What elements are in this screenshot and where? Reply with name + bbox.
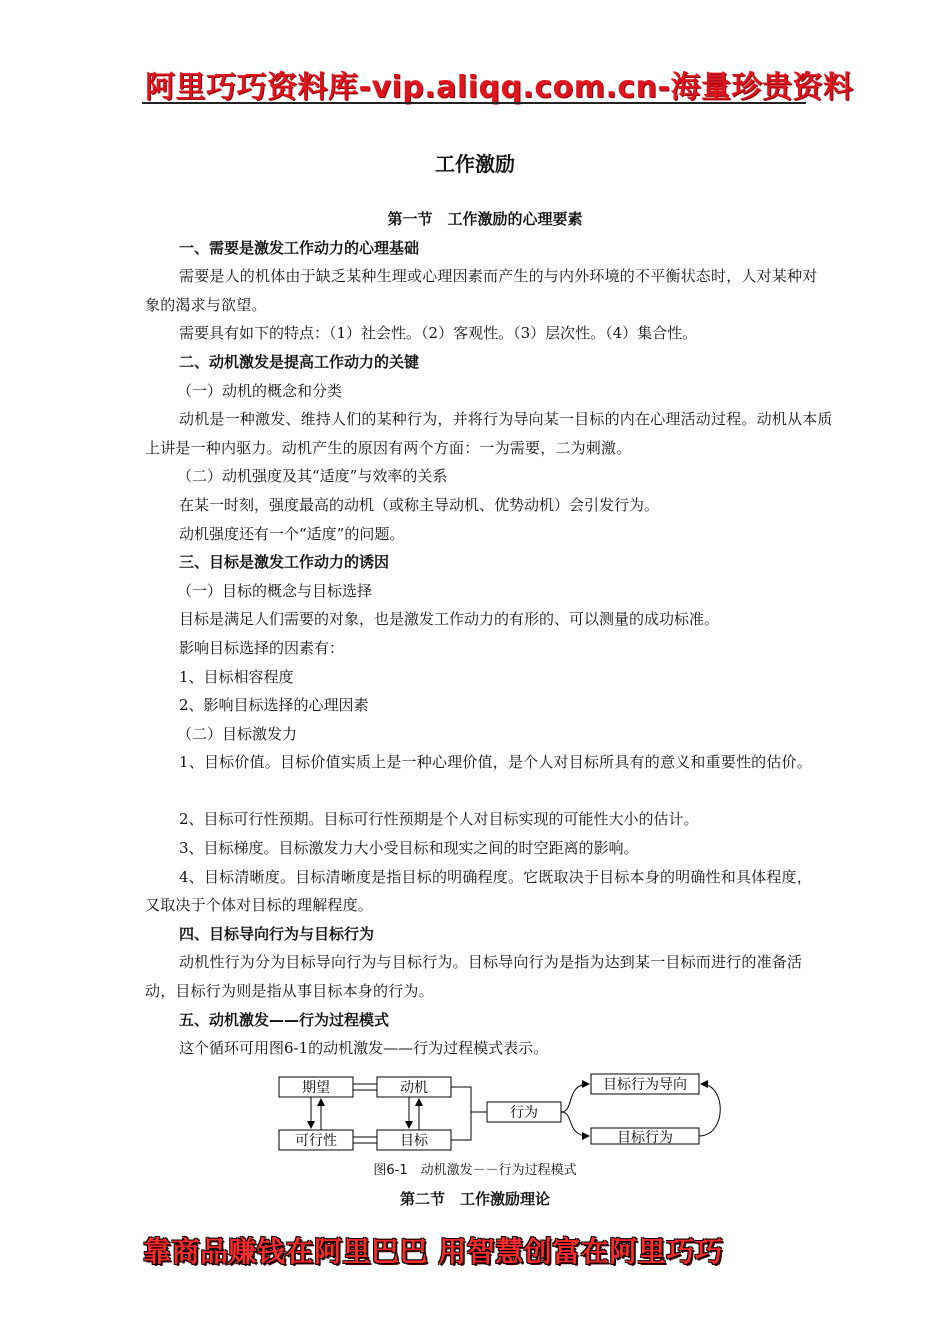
header-banner: 阿里巧巧资料库-vip.aliqq.com.cn-海量珍贵资料 [145,70,854,105]
arrow-to-goal-directed [561,1084,589,1112]
section-heading: 第二节 工作激励理论 [399,1190,550,1208]
paragraph: 1、目标价值。目标价值实质上是一种心理价值，是个人对目标所具有的意义和重要性的估价。 [179,753,812,772]
diagram-svg [275,1072,735,1152]
paragraph: 动机强度还有一个“适度”的问题。 [179,524,405,543]
paragraph: 动机性行为分为目标导向行为与目标行为。目标导向行为是指为达到某一目标而进行的准备活动，目标行为则是指从事目标本身的行为。 [145,953,803,1001]
paragraph: 目标是满足人们需要的对象，也是激发工作动力的有形的、可以测量的成功标准。 [179,610,720,629]
label-behavior: 行为 [510,1105,538,1121]
paragraph: 4、目标清晰度。目标清晰度是指目标的明确程度。它既取决于目标本身的明确性和具体程度，又取决于个体对目标的理解程度。 [145,867,812,915]
document-body [145,205,833,1063]
paragraph: 在某一时刻，强度最高的动机（或称主导动机、优势动机）会引发行为。 [179,495,660,514]
list-item: 2、影响目标选择的心理因素 [179,696,369,715]
paragraph: 需要是人的机体由于缺乏某种生理或心理因素而产生的与内外环境的不平衡状态时，人对某种对象的渴求与欲望。 [145,267,818,314]
connector [451,1087,471,1140]
subheading: （二）动机强度及其“适度”与效率的关系 [177,467,448,486]
figure-caption: 图6-1 动机激发－－行为过程模式 [373,1163,577,1178]
paragraph: 动机是一种激发、维持人们的某种行为，并将行为导向某一目标的内在心理活动过程。动机从本质上讲是一种内驱力。动机产生的原因有两个方面：一为需要，二为刺激。 [145,410,833,457]
section-heading: 第一节 工作激励的心理要素 [387,210,583,228]
subheading: （二）目标激发力 [177,724,298,743]
paragraph: 2、目标可行性预期。目标可行性预期是个人对目标实现的可能性大小的估计。 [179,810,699,829]
heading-3: 三、目标是激发工作动力的诱因 [179,553,390,572]
heading-4: 四、目标导向行为与目标行为 [179,924,375,943]
arrow-to-goal-behavior [561,1112,589,1136]
label-goal-directed: 目标行为导向 [603,1077,687,1093]
subheading: （一）目标的概念与目标选择 [177,581,373,600]
document-title: 工作激励 [435,152,515,176]
subheading: （一）动机的概念和分类 [177,381,343,400]
motivation-behavior-diagram [275,1072,735,1152]
paragraph: 3、目标梯度。目标激发力大小受目标和现实之间的时空距离的影响。 [179,839,639,858]
label-goal: 目标 [400,1133,428,1149]
label-expectation: 期望 [302,1080,330,1096]
label-motive: 动机 [400,1080,428,1096]
label-goal-behavior: 目标行为 [617,1130,673,1146]
list-item: 1、目标相容程度 [179,667,294,686]
header-divider [142,102,806,104]
label-feasibility: 可行性 [295,1133,337,1149]
paragraph: 这个循环可用图6-1的动机激发——行为过程模式表示。 [179,1039,549,1058]
heading-1: 一、需要是激发工作动力的心理基础 [179,238,420,257]
paragraph: 影响目标选择的因素有： [179,638,345,657]
footer-banner: 靠商品赚钱在阿里巴巴 用智慧创富在阿里巧巧 [143,1235,724,1268]
heading-5: 五、动机激发——行为过程模式 [179,1010,390,1029]
heading-2: 二、动机激发是提高工作动力的关键 [179,352,420,371]
arrow-loop [699,1084,720,1136]
paragraph: 需要具有如下的特点：（1）社会性。（2）客观性。（3）层次性。（4）集合性。 [179,324,698,343]
